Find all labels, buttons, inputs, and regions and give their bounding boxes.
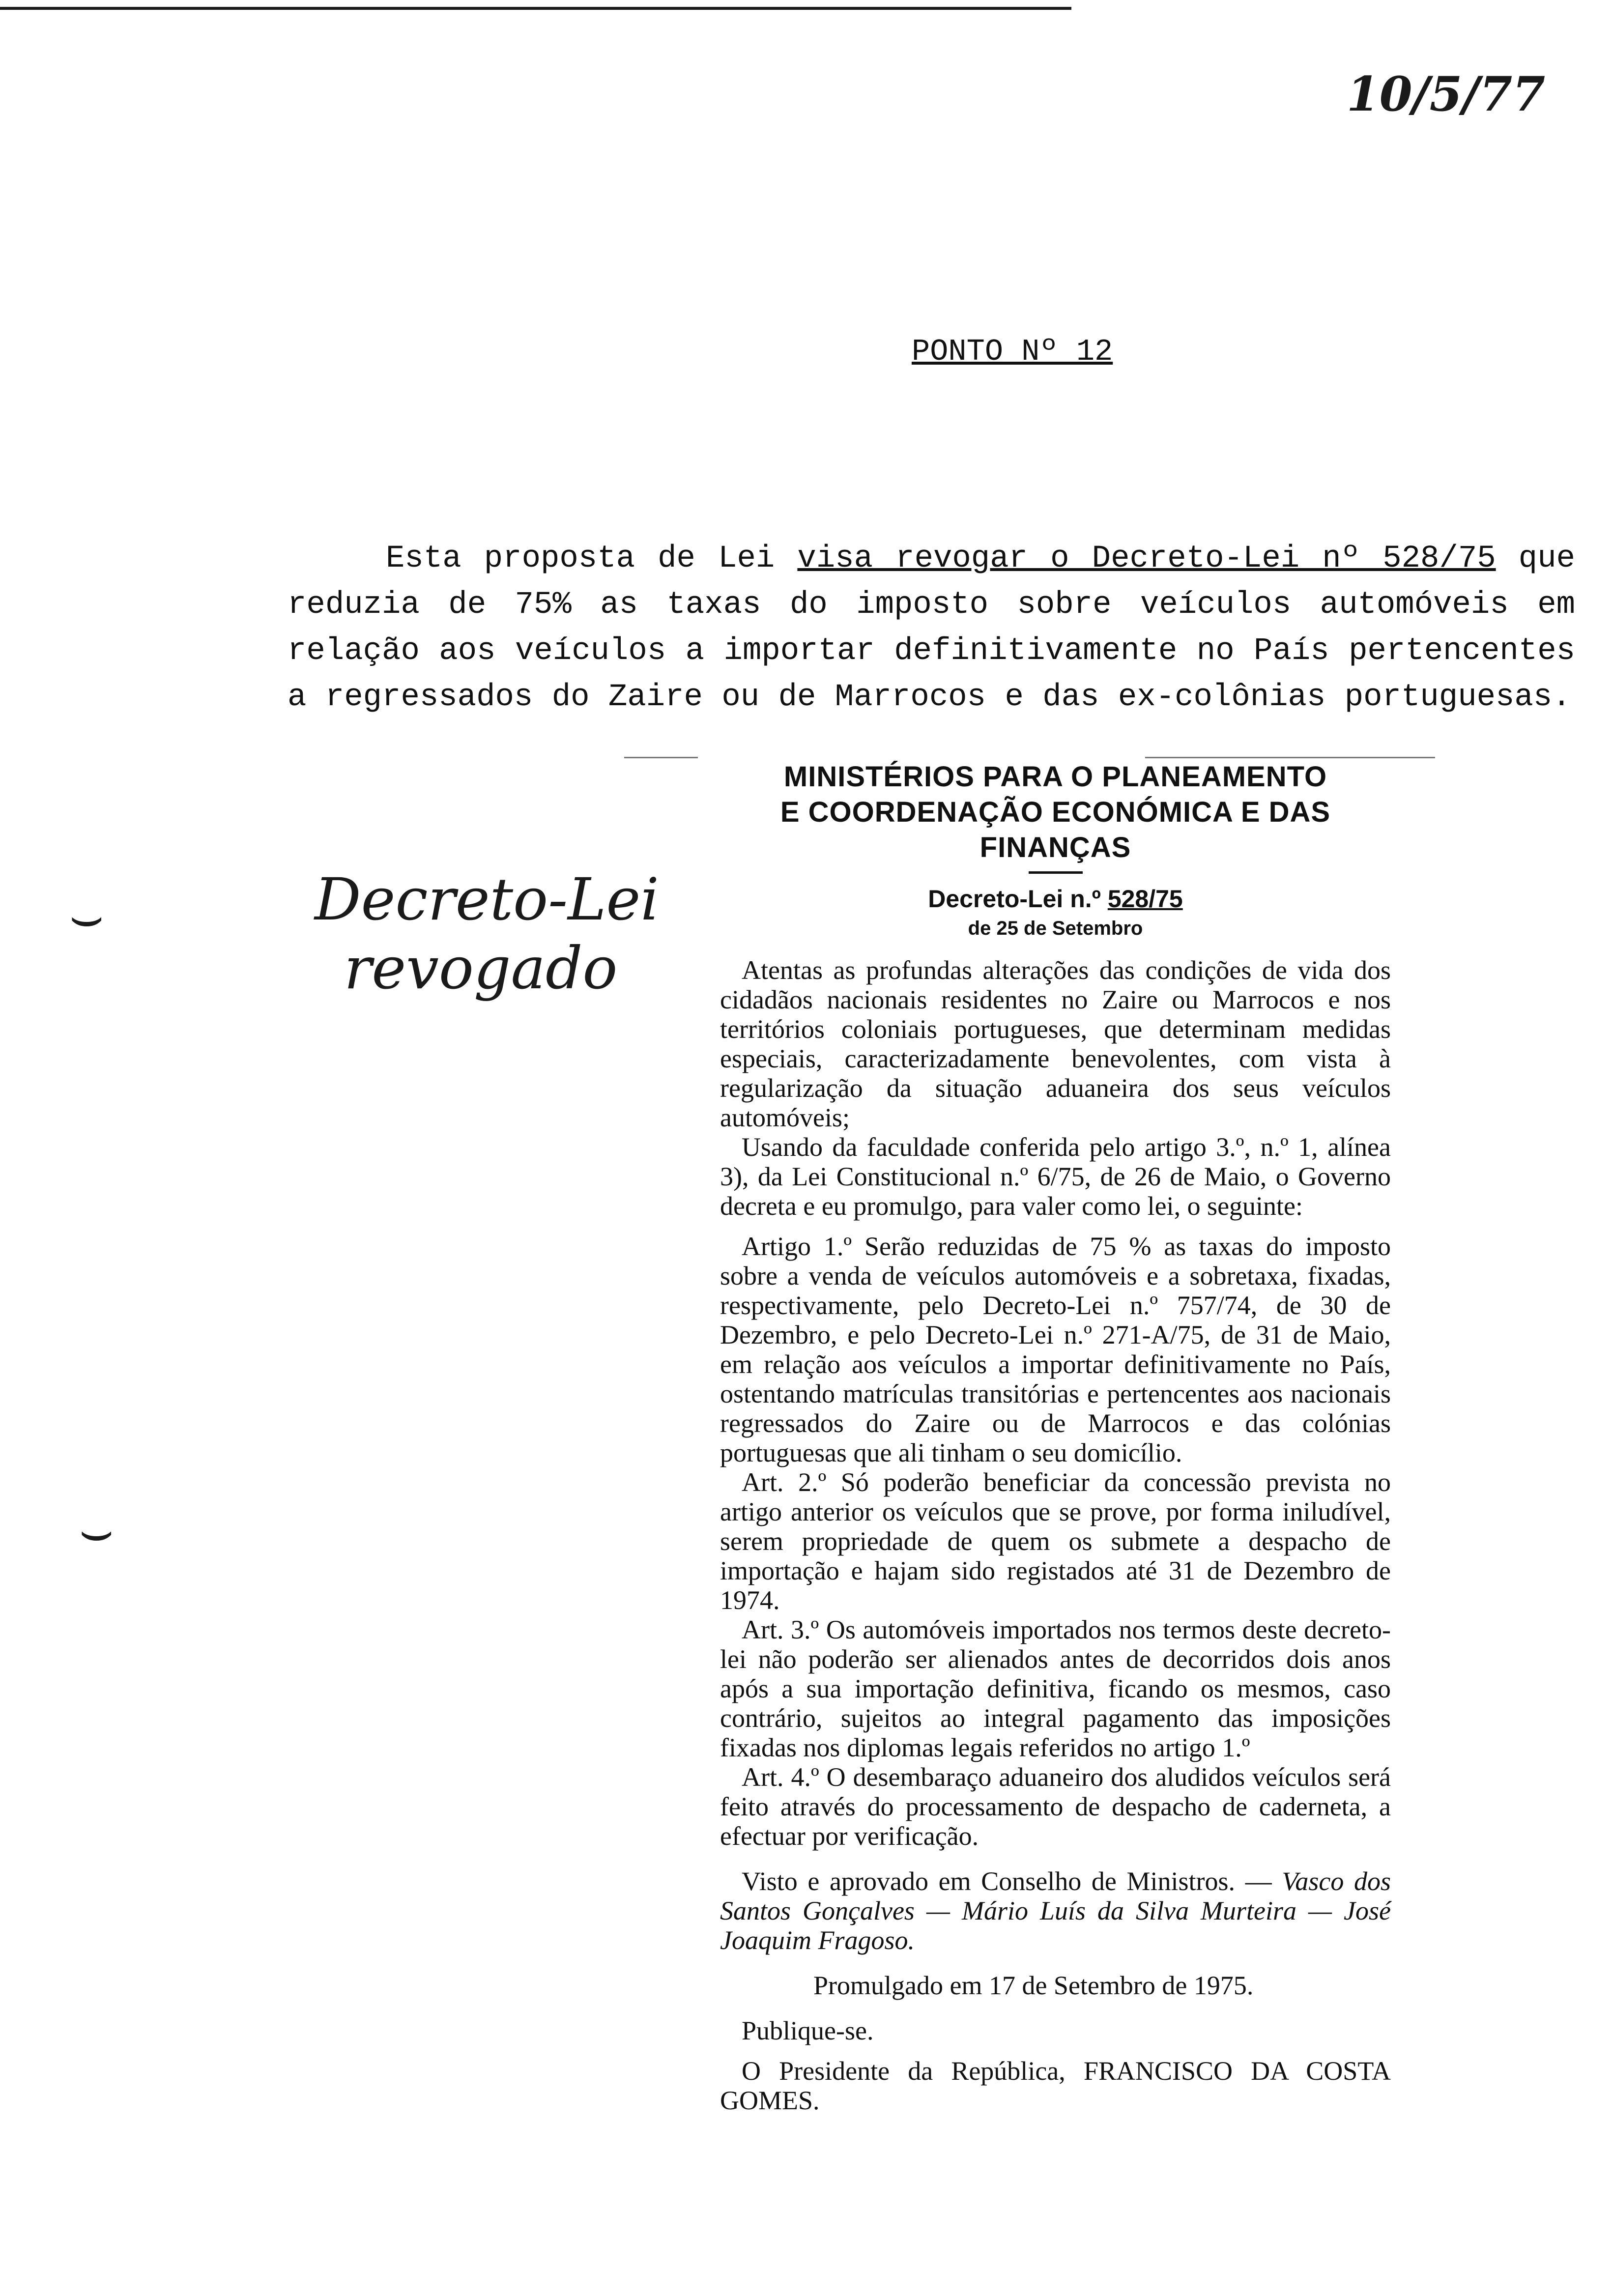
- promulgation-line: Promulgado em 17 de Setembro de 1975.: [813, 1971, 1254, 2000]
- handwritten-note-line: revogado: [344, 934, 618, 1002]
- ministry-heading-line2: E COORDENAÇÃO ECONÓMICA E DAS FINANÇAS: [780, 796, 1331, 863]
- president-signature: [720, 2056, 1391, 2115]
- handwritten-note: [315, 865, 659, 1003]
- margin-mark: ⌣: [79, 1499, 115, 1562]
- president-name: FRANCISCO DA COSTA GOMES.: [720, 2056, 1391, 2115]
- proposal-text-start: Esta proposta de Lei: [386, 541, 798, 576]
- proposal-text-end: que reduzia de 75% as taxas do imposto sobre veículos automóveis em relação aos veículos a importar definitivamente no País pertencentes a regressados do Zaire ou de Marrocos e das ex-colônias portuguesas.: [288, 541, 1576, 715]
- approval-text: Visto e aprovado em Conselho de Ministros. —: [742, 1866, 1282, 1896]
- publish-line: Publique-se.: [742, 2016, 874, 2045]
- decree-number-value: 528/75: [1107, 885, 1183, 913]
- decree-paragraph: Usando da faculdade conferida pelo artigo 3.º, n.º 1, alínea 3), da Lei Constitucional n.º 6/75, de 26 de Maio, o Governo decreta e eu promulgo, para valer como lei, o seguinte:: [720, 1132, 1391, 1221]
- handwritten-stamp: 10/5/77: [1347, 66, 1546, 122]
- proposal-paragraph: [288, 536, 1575, 720]
- page-title: PONTO Nº 12: [912, 334, 1113, 369]
- top-edge-line: [0, 7, 1071, 10]
- heading-rule: [1029, 871, 1083, 874]
- decree-date: de 25 de Setembro: [968, 918, 1143, 939]
- decree-paragraph: Atentas as profundas alterações das condições de vida dos cidadãos nacionais residentes no Zaire ou Marrocos e nos territórios coloniais portugueses, que determinam medidas especiais, caracterizadamente benevolentes, com vista à regularização da situação aduaneira dos seus veículos automóveis;: [720, 955, 1391, 1132]
- margin-mark: ⌣: [69, 885, 105, 947]
- separator-dash: [1145, 757, 1435, 758]
- decree-article: Art. 3.º Os automóveis importados nos termos deste decreto-lei não poderão ser alienados antes de decorridos dois anos após a sua importação definitiva, ficando os mesmos, caso contrário, sujeitos ao integral pagamento das imposições fixadas nos diplomas legais referidos no artigo 1.º: [720, 1615, 1391, 1762]
- separator-dash: [624, 757, 698, 758]
- proposal-text: [288, 536, 1575, 720]
- president-label: O Presidente da República,: [742, 2056, 1084, 2086]
- decree-number-prefix: Decreto-Lei n.º: [928, 885, 1108, 913]
- handwritten-note-line: Decreto-Lei: [315, 865, 660, 933]
- proposal-underlined-text: visa revogar o Decreto-Lei nº 528/75: [797, 541, 1496, 576]
- decree-article: Art. 4.º O desembaraço aduaneiro dos aludidos veículos será feito através do processamento de despacho de caderneta, a efectuar por verificação.: [720, 1762, 1391, 1851]
- minister-signatories: Vasco dos Santos Gonçalves — Mário Luís da Silva Murteira — José Joaquim Fragoso.: [720, 1866, 1391, 1955]
- decree-clipping: [720, 759, 1391, 2115]
- approval-line: [720, 1866, 1391, 1955]
- decree-article: Artigo 1.º Serão reduzidas de 75 % as taxas do imposto sobre a venda de veículos automóveis e a sobretaxa, fixadas, respectivamente, pelo Decreto-Lei n.º 757/74, de 30 de Dezembro, e pelo Decreto-Lei n.º 271-A/75, de 31 de Maio, em relação aos veículos a importar definitivamente no País, ostentando matrículas transitórias e pertencentes aos nacionais regressados do Zaire ou de Marrocos e das colónias portuguesas que ali tinham o seu domicílio.: [720, 1232, 1391, 1467]
- decree-number: [720, 883, 1391, 915]
- decree-article: Art. 2.º Só poderão beneficiar da concessão prevista no artigo anterior os veículos que se prove, por forma iniludível, serem propriedade de quem os submete a despacho de importação e hajam sido registados até 31 de Dezembro de 1974.: [720, 1467, 1391, 1615]
- ministry-heading-line1: MINISTÉRIOS PARA O PLANEAMENTO: [783, 761, 1327, 793]
